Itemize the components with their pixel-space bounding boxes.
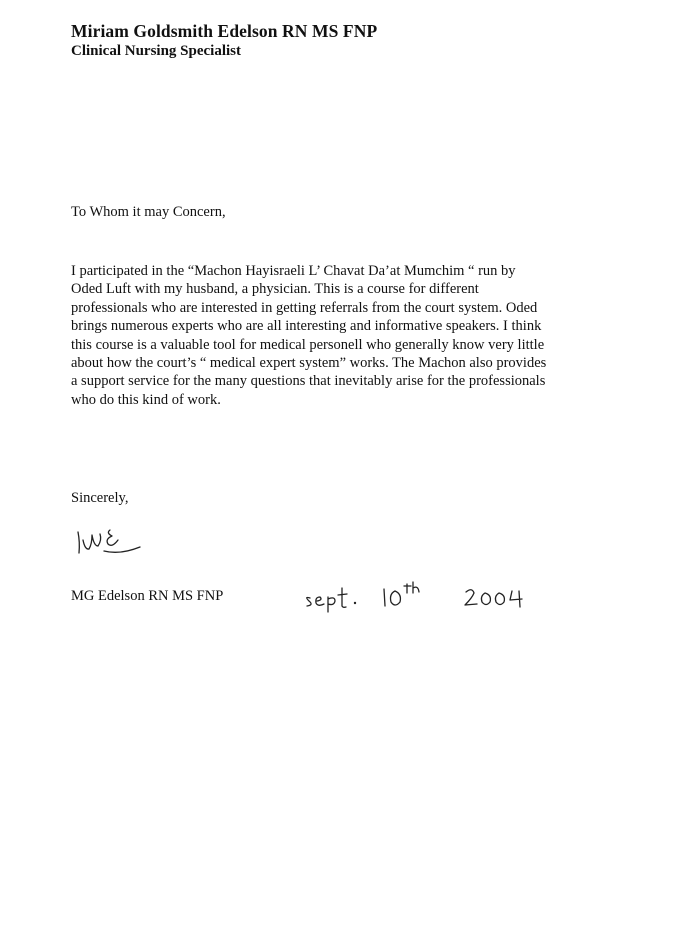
body-line: who do this kind of work.	[71, 391, 221, 408]
letter-body	[71, 262, 631, 409]
body-line: about how the court’s “ medical expert system” works. The Machon also provides	[71, 355, 547, 372]
signer-name: MG Edelson RN MS FNP	[71, 588, 224, 604]
closing: Sincerely,	[71, 490, 129, 506]
salutation: To Whom it may Concern,	[71, 204, 226, 220]
letterhead-name: Miriam Goldsmith Edelson RN MS FNP	[71, 21, 378, 41]
body-line: this course is a valuable tool for medical personell who generally know very little	[71, 336, 545, 353]
body-line: a support service for the many questions that inevitably arise for the professionals	[71, 373, 546, 390]
body-line: Oded Luft with my husband, a physician. This is a course for different	[71, 281, 479, 298]
body-line: I participated in the “Machon Hayisraeli L’ Chavat Da’at Mumchim “ run by	[71, 263, 516, 279]
body-line: brings numerous experts who are all interesting and informative speakers. I think	[71, 318, 542, 335]
body-line: professionals who are interested in getting referrals from the court system. Oded	[71, 299, 538, 316]
handwritten-date	[300, 578, 530, 618]
signature-image	[70, 520, 160, 570]
letterhead-title: Clinical Nursing Specialist	[71, 43, 242, 59]
